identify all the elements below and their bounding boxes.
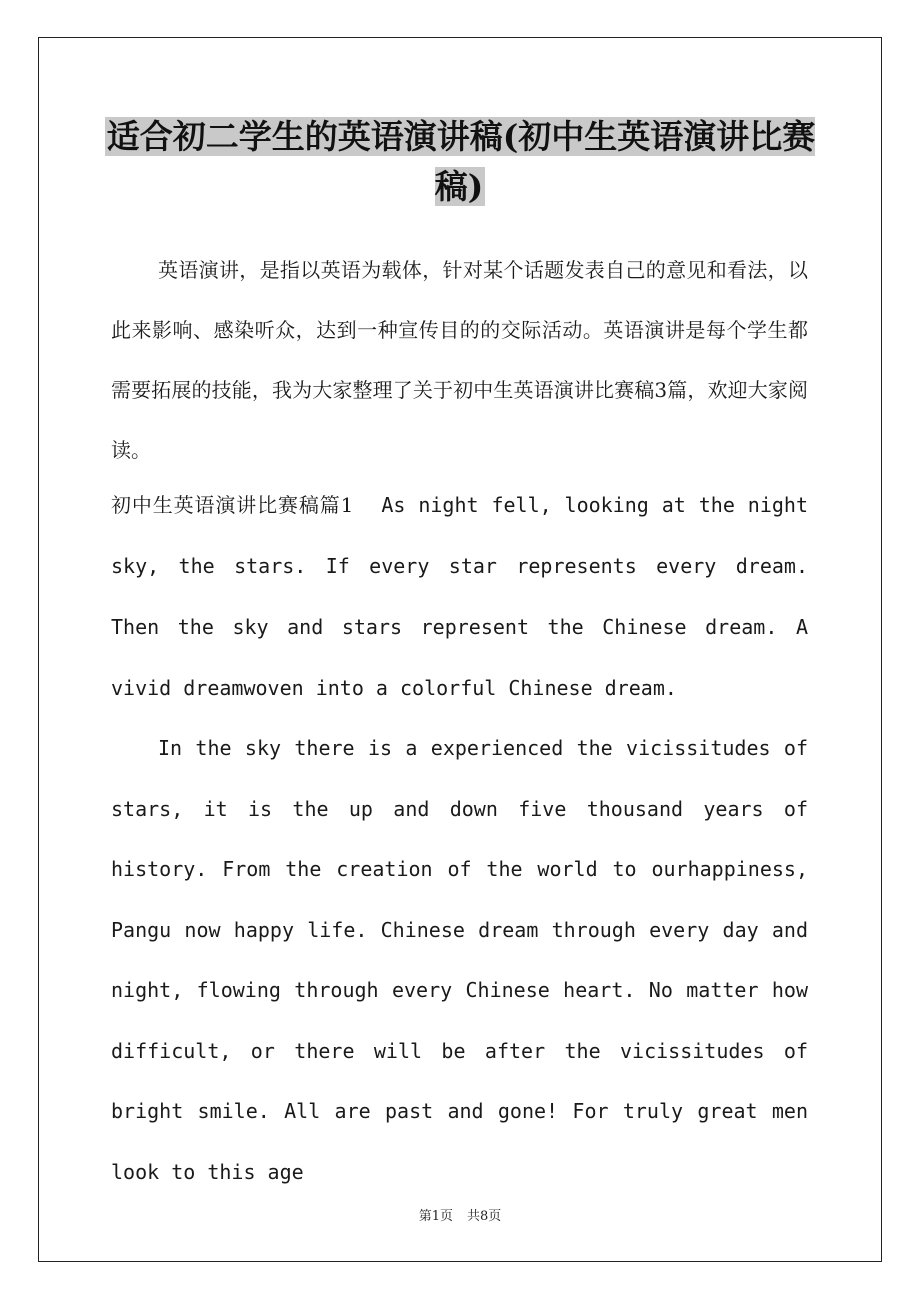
section-heading: 初中生英语演讲比赛稿篇1 xyxy=(111,493,354,517)
document-title-text: 适合初二学生的英语演讲稿(初中生英语演讲比赛稿) xyxy=(106,117,816,206)
document-title xyxy=(100,112,820,212)
paragraph-1-text: As night fell, looking at the night sky, the stars. If every star represents every dream. Then the sky and stars represent the Chinese dream. A vivid dreamwoven into a colorful Chinese dream. xyxy=(111,493,808,700)
page-footer xyxy=(0,1205,920,1224)
paragraph-2: In the sky there is a experienced the vicissitudes of stars, it is the up and down five thousand years of history. From the creation of the world to ourhappiness, Pangu now happy life. Chinese dream through every day and night, flowing through every Chinese heart. No matter how difficult, or there will be after the vicissitudes of bright smile. All are past and gone! For truly great men look to this age xyxy=(111,736,808,1184)
page-number: 第1页 xyxy=(418,1209,453,1224)
intro-paragraph: 英语演讲，是指以英语为载体，针对某个话题发表自己的意见和看法，以此来影响、感染听众，达到一种宣传目的的交际活动。英语演讲是每个学生都需要拓展的技能，我为大家整理了关于初中生英语演讲比赛稿3篇，欢迎大家阅读。 xyxy=(111,258,808,462)
section-paragraph-1 xyxy=(111,475,808,719)
page-total: 共8页 xyxy=(467,1209,502,1224)
